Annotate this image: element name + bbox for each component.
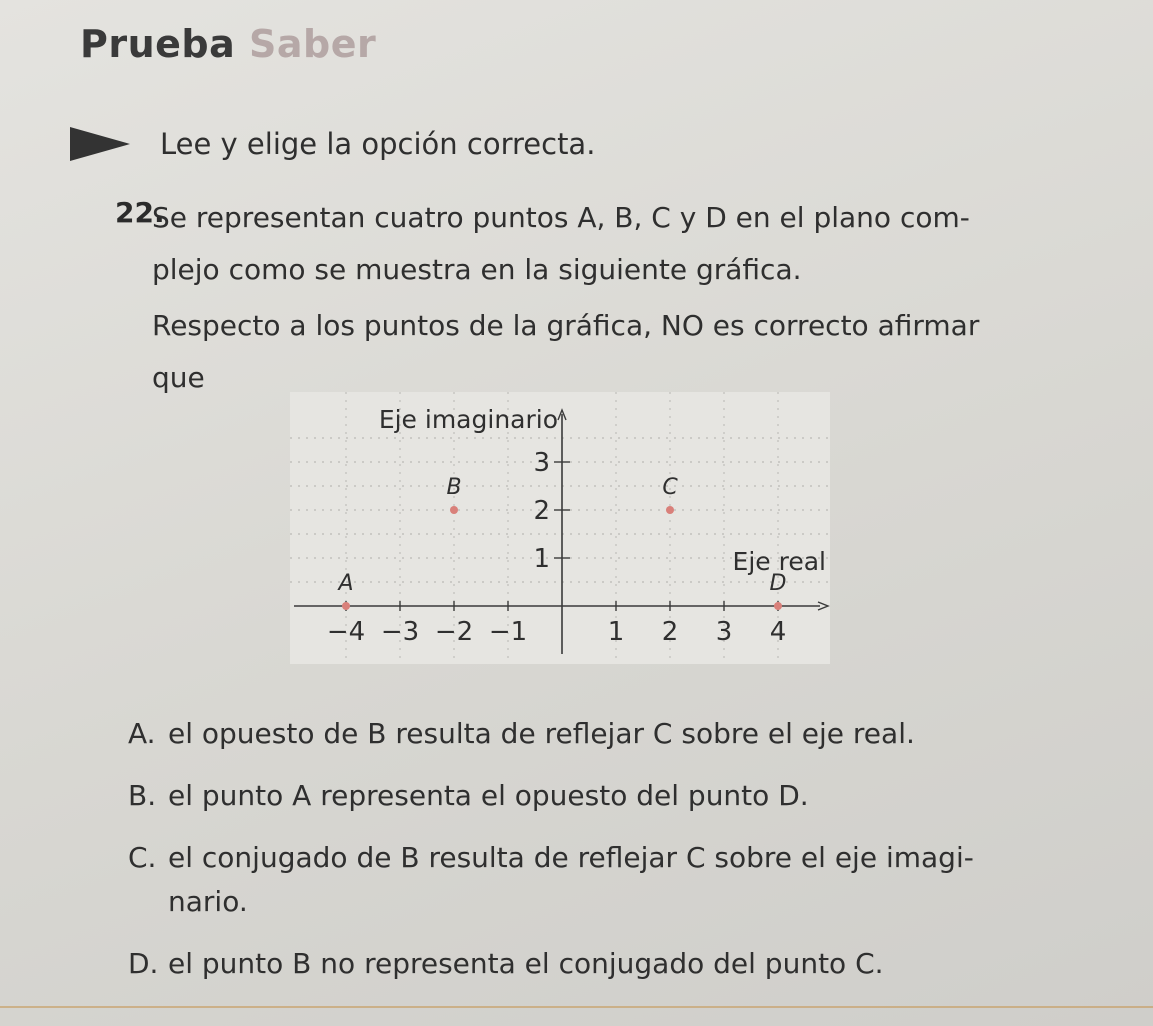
header-word-saber: Saber [249, 22, 377, 66]
y-tick-label: 2 [533, 496, 550, 526]
x-tick-label: −4 [326, 617, 366, 647]
question-line-2: plejo como se muestra en la siguiente gráfica. [152, 253, 802, 286]
question-text [152, 192, 1052, 404]
play-triangle-icon [70, 127, 130, 161]
point-label-d: D [769, 571, 787, 596]
header-word-prueba: Prueba [80, 22, 236, 66]
x-tick-label: −2 [434, 617, 474, 647]
instruction-row [70, 122, 595, 166]
complex-plane-chart [290, 392, 830, 664]
y-tick-label: 1 [533, 544, 550, 574]
y-tick-label: 3 [533, 448, 550, 478]
point-c [666, 506, 674, 514]
point-label-c: C [662, 475, 678, 500]
y-axis-label: Eje imaginario [378, 405, 558, 434]
option-text-continued: nario. [168, 885, 248, 918]
x-axis-label: Eje real [732, 547, 826, 576]
page-bottom-rule [0, 1006, 1153, 1008]
option-d[interactable] [128, 942, 1128, 986]
question-number: 22. [115, 196, 165, 229]
option-a[interactable] [128, 712, 1128, 756]
question-line-1: Se representan cuatro puntos A, B, C y D en el plano com- [152, 201, 970, 234]
complex-plane-svg [290, 392, 830, 664]
x-tick-label: 1 [607, 617, 625, 647]
option-b[interactable] [128, 774, 1128, 818]
option-letter: B. [128, 779, 157, 812]
point-label-a: A [338, 571, 354, 596]
point-a [342, 602, 350, 610]
option-letter: C. [128, 841, 157, 874]
option-text: el conjugado de B resulta de reflejar C sobre el eje imagi- [168, 841, 974, 874]
x-tick-label: −3 [380, 617, 420, 647]
x-tick-label: 4 [769, 617, 787, 647]
x-tick-label: −1 [488, 617, 528, 647]
instruction-text: Lee y elige la opción correcta. [160, 127, 596, 161]
chart-background [290, 392, 830, 664]
option-text: el punto B no representa el conjugado del punto C. [168, 947, 884, 980]
x-tick-label: 2 [661, 617, 679, 647]
section-header [80, 22, 376, 66]
answer-options [128, 712, 1128, 986]
x-tick-label: 3 [715, 617, 733, 647]
question-line-3: Respecto a los puntos de la gráfica, NO es correcto afirmar [152, 309, 980, 342]
option-letter: D. [128, 947, 159, 980]
point-d [774, 602, 782, 610]
point-label-b: B [446, 475, 462, 500]
question-line-4: que [152, 361, 205, 394]
option-c[interactable] [128, 836, 1128, 924]
point-b [450, 506, 458, 514]
option-letter: A. [128, 717, 156, 750]
option-text: el punto A representa el opuesto del punto D. [168, 779, 809, 812]
option-text: el opuesto de B resulta de reflejar C sobre el eje real. [168, 717, 915, 750]
